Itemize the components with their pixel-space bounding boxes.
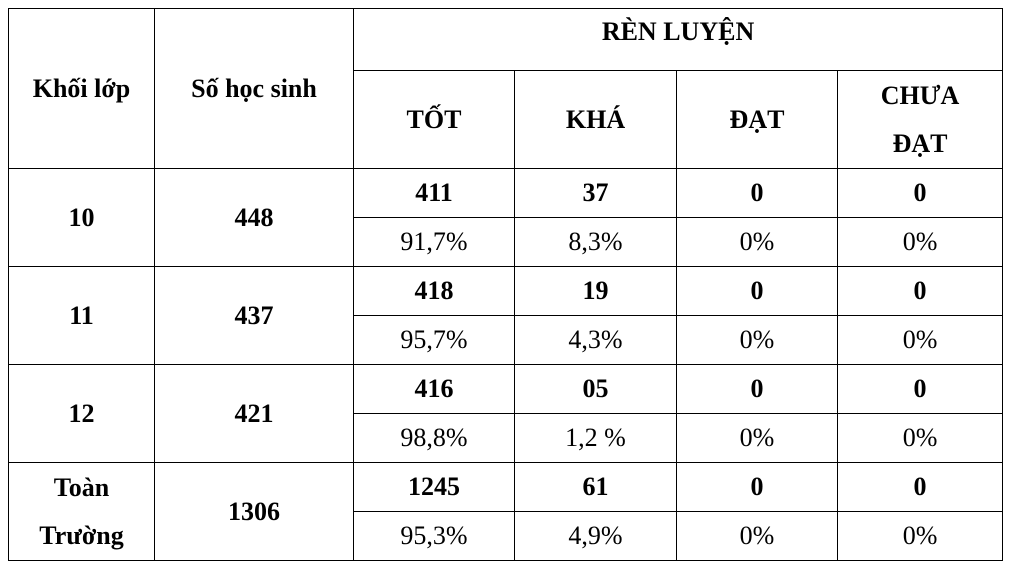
grade-cell-total xyxy=(9,463,155,561)
grade-cell: 11 xyxy=(9,267,155,365)
count-cell: 416 xyxy=(354,365,515,414)
grade-header: Khối lớp xyxy=(9,9,155,169)
table-row xyxy=(9,169,1003,218)
count-cell: 61 xyxy=(515,463,677,512)
count-cell: 0 xyxy=(677,267,838,316)
count-cell: 0 xyxy=(677,169,838,218)
grade-total-line2: Trường xyxy=(39,520,124,550)
percent-cell: 4,3% xyxy=(515,316,677,365)
header-row-top xyxy=(9,9,1003,71)
percent-cell: 95,3% xyxy=(354,512,515,561)
percent-cell: 0% xyxy=(838,218,1003,267)
category-header-chua-dat-line2: ĐẠT xyxy=(892,128,948,158)
count-cell: 0 xyxy=(838,365,1003,414)
count-cell: 19 xyxy=(515,267,677,316)
percent-cell: 0% xyxy=(677,218,838,267)
percent-cell: 0% xyxy=(838,414,1003,463)
percent-cell: 0% xyxy=(677,512,838,561)
training-results-table xyxy=(8,8,1003,561)
ren-luyen-header: RÈN LUYỆN xyxy=(354,9,1003,71)
students-cell: 421 xyxy=(155,365,354,463)
grade-cell: 12 xyxy=(9,365,155,463)
students-cell: 448 xyxy=(155,169,354,267)
percent-cell: 1,2 % xyxy=(515,414,677,463)
students-cell: 437 xyxy=(155,267,354,365)
table-container xyxy=(8,8,1003,561)
grade-total-line1: Toàn xyxy=(53,472,110,502)
count-cell: 418 xyxy=(354,267,515,316)
percent-cell: 98,8% xyxy=(354,414,515,463)
percent-cell: 91,7% xyxy=(354,218,515,267)
count-cell: 411 xyxy=(354,169,515,218)
percent-cell: 0% xyxy=(677,414,838,463)
table-row xyxy=(9,463,1003,512)
table-row xyxy=(9,267,1003,316)
students-cell: 1306 xyxy=(155,463,354,561)
percent-cell: 8,3% xyxy=(515,218,677,267)
percent-cell: 95,7% xyxy=(354,316,515,365)
count-cell: 1245 xyxy=(354,463,515,512)
category-header-kha: KHÁ xyxy=(515,71,677,169)
percent-cell: 0% xyxy=(838,512,1003,561)
category-header-tot: TỐT xyxy=(354,71,515,169)
count-cell: 0 xyxy=(838,463,1003,512)
count-cell: 0 xyxy=(838,267,1003,316)
category-header-chua-dat xyxy=(838,71,1003,169)
students-header: Số học sinh xyxy=(155,9,354,169)
category-header-dat: ĐẠT xyxy=(677,71,838,169)
category-header-chua-dat-line1: CHƯA xyxy=(880,80,960,110)
percent-cell: 0% xyxy=(838,316,1003,365)
percent-cell: 0% xyxy=(677,316,838,365)
table-row xyxy=(9,365,1003,414)
count-cell: 05 xyxy=(515,365,677,414)
grade-cell: 10 xyxy=(9,169,155,267)
percent-cell: 4,9% xyxy=(515,512,677,561)
count-cell: 0 xyxy=(838,169,1003,218)
count-cell: 37 xyxy=(515,169,677,218)
count-cell: 0 xyxy=(677,463,838,512)
count-cell: 0 xyxy=(677,365,838,414)
